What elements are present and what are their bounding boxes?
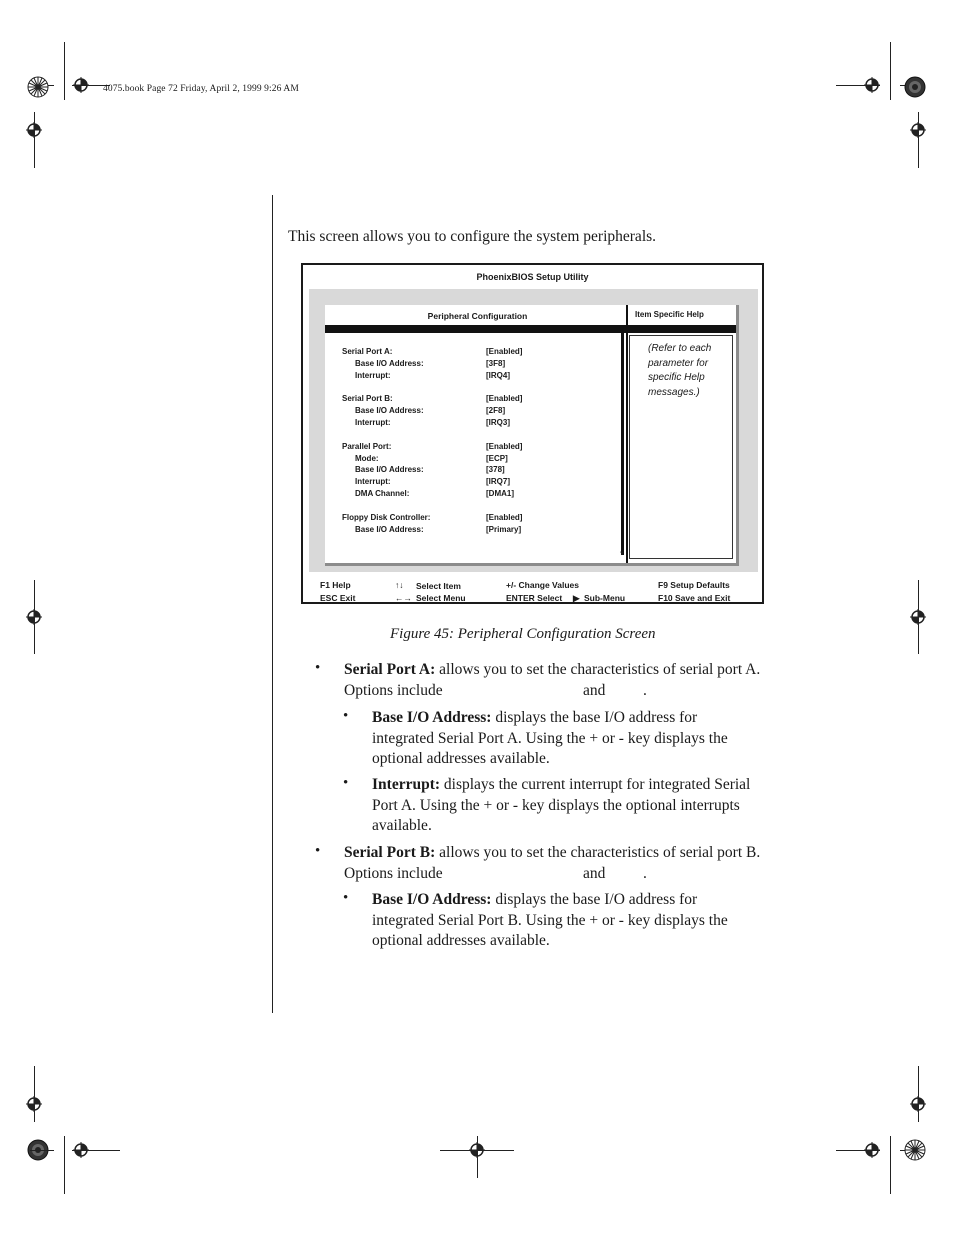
option-value[interactable]: [IRQ4]	[486, 371, 510, 380]
option-label-dma-channel[interactable]: DMA Channel:	[355, 489, 410, 498]
color-bar-icon	[904, 1139, 926, 1161]
help-text	[648, 342, 728, 400]
bullet-serial-port-b	[344, 843, 760, 884]
bullet-text: Port A. Using the + or - key displays the optional interrupts	[372, 796, 740, 814]
bullet-text: and	[583, 681, 606, 699]
option-label-interrupt[interactable]: Interrupt:	[355, 371, 391, 380]
header-bar	[325, 325, 736, 333]
registration-mark-icon	[864, 77, 880, 93]
registration-mark-icon	[26, 1096, 42, 1112]
bullet-symbol: •	[343, 775, 349, 791]
scrollbar[interactable]	[621, 333, 624, 555]
bullet-base-io-address-b	[372, 890, 728, 952]
help-title: Item Specific Help	[635, 310, 704, 319]
bullet-text: Options include	[344, 681, 443, 699]
bullet-text: integrated Serial Port A. Using the + or - key displays the	[372, 729, 728, 747]
bullet-text: displays the base I/O address for	[491, 709, 698, 726]
panel-title: Peripheral Configuration	[427, 311, 528, 321]
figure-caption: Figure 45: Peripheral Configuration Screen	[390, 626, 656, 642]
option-label-base-io-address[interactable]: Base I/O Address:	[355, 525, 424, 534]
registration-mark-icon	[73, 77, 89, 93]
help-line: specific Help	[648, 372, 705, 383]
option-value[interactable]: [378]	[486, 465, 505, 474]
key-f10-save-exit: F10 Save and Exit	[658, 593, 731, 603]
option-label-parallel-port[interactable]: Parallel Port:	[342, 442, 392, 451]
bullet-interrupt-a	[372, 775, 750, 837]
bullet-term: Serial Port B:	[344, 844, 436, 861]
bullet-term: Base I/O Address:	[372, 891, 492, 908]
option-value[interactable]: [IRQ3]	[486, 418, 510, 427]
color-bar-icon	[27, 76, 49, 98]
option-label-floppy-disk-controller[interactable]: Floppy Disk Controller:	[342, 513, 431, 522]
right-triangle-icon: ▶	[573, 593, 580, 603]
up-down-arrows-icon: ↑↓	[395, 580, 404, 590]
registration-mark-icon	[910, 122, 926, 138]
key-select-menu: Select Menu	[416, 593, 466, 603]
option-value[interactable]: [Enabled]	[486, 442, 523, 451]
bullet-text: .	[643, 864, 647, 882]
option-value[interactable]: [ECP]	[486, 454, 508, 463]
option-label-base-io-address[interactable]: Base I/O Address:	[355, 406, 424, 415]
option-label-base-io-address[interactable]: Base I/O Address:	[355, 359, 424, 368]
registration-mark-icon	[73, 1142, 89, 1158]
left-right-arrows-icon: ←→	[395, 593, 412, 603]
bullet-symbol: •	[315, 843, 321, 859]
help-line: (Refer to each	[648, 343, 712, 354]
option-value[interactable]: [IRQ7]	[486, 477, 510, 486]
key-esc-exit: ESC Exit	[320, 593, 356, 603]
bios-frame	[309, 289, 758, 572]
help-box	[629, 335, 733, 559]
bullet-symbol: •	[343, 890, 349, 906]
key-sub-menu: Sub-Menu	[584, 593, 626, 603]
bullet-text: allows you to set the characteristics of serial port B.	[435, 844, 761, 861]
registration-mark-icon	[26, 609, 42, 625]
key-select-item: Select Item	[416, 581, 461, 591]
bullet-base-io-address-a	[372, 708, 728, 770]
help-line: parameter for	[648, 357, 709, 369]
bios-title: PhoenixBIOS Setup Utility	[476, 272, 589, 282]
bullet-text: optional addresses available.	[372, 932, 550, 949]
bullet-text: integrated Serial Port B. Using the + or - key displays the	[372, 911, 728, 929]
option-value[interactable]: [3F8]	[486, 359, 506, 368]
bios-main-panel	[325, 305, 739, 566]
registration-mark-icon	[26, 122, 42, 138]
option-label-serial-port-a[interactable]: Serial Port A:	[342, 347, 393, 356]
registration-mark-icon	[910, 1096, 926, 1112]
intro-text: This screen allows you to configure the system peripherals.	[288, 228, 657, 245]
key-change-values: +/- Change Values	[506, 580, 579, 590]
option-value[interactable]: [Primary]	[486, 525, 522, 534]
margin-rule	[272, 195, 273, 1013]
key-f1-help: F1 Help	[320, 580, 351, 590]
key-enter-select: ENTER Select	[506, 593, 563, 603]
registration-mark-icon	[864, 1142, 880, 1158]
bullet-text: optional addresses available.	[372, 750, 550, 767]
option-label-interrupt[interactable]: Interrupt:	[355, 418, 391, 427]
option-label-serial-port-b[interactable]: Serial Port B:	[342, 394, 393, 403]
color-bar-icon	[904, 76, 926, 98]
bullet-text: available.	[372, 817, 432, 834]
option-value[interactable]: [DMA1]	[486, 489, 514, 498]
bullet-text: Options include	[344, 864, 443, 882]
registration-mark-icon	[469, 1142, 485, 1158]
option-label-base-io-address[interactable]: Base I/O Address:	[355, 465, 424, 474]
option-label-mode[interactable]: Mode:	[355, 454, 379, 463]
bullet-term: Serial Port A:	[344, 661, 436, 678]
option-label-interrupt[interactable]: Interrupt:	[355, 477, 391, 486]
option-value[interactable]: [2F8]	[486, 406, 506, 415]
bullet-text: allows you to set the characteristics of serial port A.	[435, 661, 761, 678]
bullet-text: displays the base I/O address for	[491, 891, 698, 908]
option-value[interactable]: [Enabled]	[486, 347, 523, 356]
book-header-stamp: 4075.book Page 72 Friday, April 2, 1999 9:26 AM	[103, 84, 299, 94]
bullet-text: and	[583, 864, 606, 882]
scroll-down-icon[interactable]: ▼	[619, 551, 625, 557]
key-f9-setup-defaults: F9 Setup Defaults	[658, 580, 730, 590]
bullet-term: Interrupt:	[372, 776, 441, 793]
bullet-text: .	[643, 681, 647, 699]
bullet-serial-port-a	[344, 660, 760, 701]
bullet-text: displays the current interrupt for integrated Serial	[440, 776, 751, 793]
bullet-symbol: •	[343, 708, 349, 724]
option-value[interactable]: [Enabled]	[486, 394, 523, 403]
option-value[interactable]: [Enabled]	[486, 513, 523, 522]
bullet-term: Base I/O Address:	[372, 709, 492, 726]
column-divider	[626, 305, 628, 563]
bios-screenshot	[301, 263, 764, 604]
bullet-symbol: •	[315, 660, 321, 676]
registration-mark-icon	[910, 609, 926, 625]
help-line: messages.)	[648, 386, 700, 398]
